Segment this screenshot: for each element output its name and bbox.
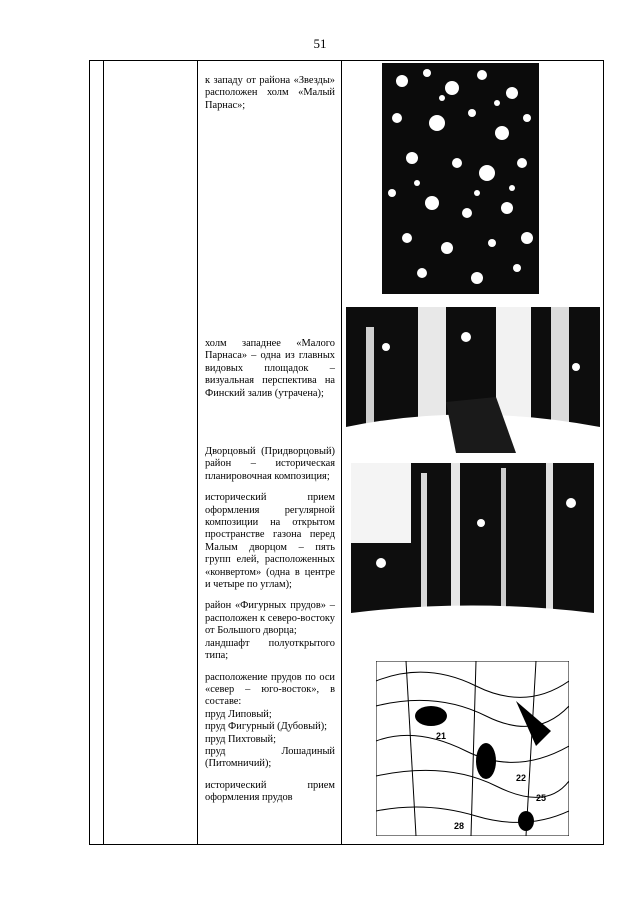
paragraph: ландшафт полуоткрытого типа; xyxy=(205,637,335,662)
paragraph: исторический прием оформления прудов xyxy=(205,779,335,804)
paragraph: расположение прудов по оси «север – юго-восток», в составе: xyxy=(205,671,335,708)
paragraph: холм западнее «Малого Парнаса» – одна из главных видовых площадок – визуальная перспектива на Финский залив (утрачена); xyxy=(205,338,335,399)
list-item: пруд Пихтовый; xyxy=(205,733,276,745)
ponds-map xyxy=(376,661,569,836)
list-item: пруд Фигурный (Дубовый); xyxy=(205,721,328,733)
paragraph: к западу от района «Звезды» расположен холм «Малый Парнас»; xyxy=(205,75,335,111)
list-item: пруд Липовый; xyxy=(205,708,272,720)
text-block-2 xyxy=(205,338,335,409)
map-label: 25 xyxy=(536,793,547,803)
paragraph: район «Фигурных прудов» – расположен к северо-востоку от Большого дворца; xyxy=(205,600,335,637)
document-table xyxy=(89,60,604,845)
text-block-1 xyxy=(205,75,335,121)
column-divider-2 xyxy=(197,61,198,844)
page-number: 51 xyxy=(313,36,327,51)
column-divider-3 xyxy=(341,61,342,844)
list-item: пруд Лошадиный (Питомничий); xyxy=(205,745,335,770)
map-label: 22 xyxy=(516,773,527,783)
text-block-3 xyxy=(205,446,335,814)
column-divider-1 xyxy=(103,61,104,844)
forest-photo-1 xyxy=(382,63,539,294)
forest-photo-2 xyxy=(346,307,600,453)
paragraph: исторический прием оформления регулярной композиции на открытом пространстве газона перед Малым дворцом – пять групп елей, расположенных «конвертом» (одна в центре и четыре по углам); xyxy=(205,492,335,591)
map-label: 28 xyxy=(454,821,465,831)
map-label: 21 xyxy=(436,731,447,741)
forest-photo-3 xyxy=(351,463,594,644)
paragraph: Дворцовый (Придворцовый) район – историческая планировочная композиция; xyxy=(205,446,335,482)
